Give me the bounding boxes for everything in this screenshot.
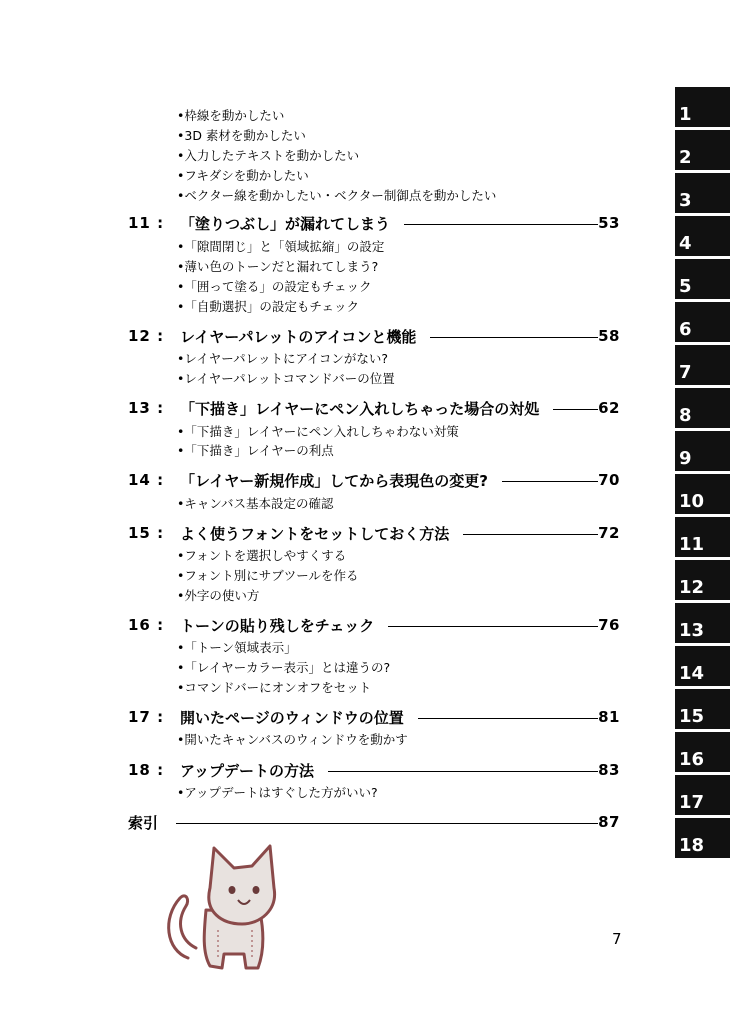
section-page: 87 bbox=[598, 813, 620, 831]
chapter-tab-7[interactable]: 7 bbox=[675, 345, 730, 385]
chapter-tab-12[interactable]: 12 bbox=[675, 560, 730, 600]
toc-bullet: •フォント別にサブツールを作る bbox=[177, 568, 359, 583]
section-title: レイヤーパレットのアイコンと機能 bbox=[180, 327, 417, 346]
toc-bullet: •フォントを選択しやすくする bbox=[177, 548, 347, 563]
page-number: 7 bbox=[612, 930, 622, 948]
chapter-tab-15[interactable]: 15 bbox=[675, 689, 730, 729]
section-title: 索引 bbox=[128, 813, 159, 832]
section-title: 「下描き」レイヤーにペン入れしちゃった場合の対処 bbox=[180, 399, 540, 418]
toc-bullet: •「下描き」レイヤーにペン入れしちゃわない対策 bbox=[177, 424, 459, 439]
section-number: 17 : bbox=[128, 708, 165, 726]
chapter-tab-8[interactable]: 8 bbox=[675, 388, 730, 428]
chapter-tab-2[interactable]: 2 bbox=[675, 130, 730, 170]
section-page: 83 bbox=[598, 761, 620, 779]
toc-heading-14[interactable] bbox=[128, 469, 620, 491]
section-title: アップデートの方法 bbox=[180, 761, 314, 780]
section-number: 18 : bbox=[128, 761, 165, 779]
chapter-tab-10[interactable]: 10 bbox=[675, 474, 730, 514]
leader-line bbox=[463, 534, 598, 535]
leader-line bbox=[388, 626, 598, 627]
toc-heading-17[interactable] bbox=[128, 706, 620, 728]
section-title: よく使うフォントをセットしておく方法 bbox=[180, 524, 450, 543]
chapter-tab-5[interactable]: 5 bbox=[675, 259, 730, 299]
chapter-tab-18[interactable]: 18 bbox=[675, 818, 730, 858]
toc-bullet: •「レイヤーカラー表示」とは違うの? bbox=[177, 660, 391, 675]
leader-line bbox=[404, 224, 598, 225]
section-number: 14 : bbox=[128, 471, 165, 489]
leader-line bbox=[502, 481, 598, 482]
toc-bullet: •キャンバス基本設定の確認 bbox=[177, 496, 334, 511]
section-number: 16 : bbox=[128, 616, 165, 634]
cat-illustration-icon bbox=[160, 840, 320, 984]
toc-heading-16[interactable] bbox=[128, 614, 620, 636]
toc-bullet: •「自動選択」の設定もチェック bbox=[177, 299, 359, 314]
toc-heading-13[interactable] bbox=[128, 397, 620, 419]
section-number: 12 : bbox=[128, 327, 165, 345]
toc-bullet: •アップデートはすぐした方がいい? bbox=[177, 785, 378, 800]
section-title: 「塗りつぶし」が漏れてしまう bbox=[180, 214, 391, 233]
chapter-tab-17[interactable]: 17 bbox=[675, 775, 730, 815]
chapter-tab-9[interactable]: 9 bbox=[675, 431, 730, 471]
section-number: 11 : bbox=[128, 214, 165, 232]
toc-bullet: •「隙間閉じ」と「領域拡縮」の設定 bbox=[177, 239, 385, 254]
toc-bullet: •「下描き」レイヤーの利点 bbox=[177, 443, 334, 458]
chapter-tab-11[interactable]: 11 bbox=[675, 517, 730, 557]
toc-bullet: •開いたキャンバスのウィンドウを動かす bbox=[177, 732, 408, 747]
section-page: 53 bbox=[598, 214, 620, 232]
toc-heading-12[interactable] bbox=[128, 325, 620, 347]
section-page: 76 bbox=[598, 616, 620, 634]
toc-bullet: •レイヤーパレットにアイコンがない? bbox=[177, 351, 389, 366]
toc-heading-index[interactable] bbox=[128, 811, 620, 833]
section-number: 13 : bbox=[128, 399, 165, 417]
chapter-tab-16[interactable]: 16 bbox=[675, 732, 730, 772]
leader-line bbox=[328, 771, 598, 772]
chapter-tab-6[interactable]: 6 bbox=[675, 302, 730, 342]
section-page: 62 bbox=[598, 399, 620, 417]
toc-bullet: •薄い色のトーンだと漏れてしまう? bbox=[177, 259, 379, 274]
toc-bullet: •外字の使い方 bbox=[177, 588, 260, 603]
section-page: 81 bbox=[598, 708, 620, 726]
leader-line bbox=[176, 823, 598, 824]
chapter-tab-4[interactable]: 4 bbox=[675, 216, 730, 256]
toc-heading-15[interactable] bbox=[128, 522, 620, 544]
section-title: トーンの貼り残しをチェック bbox=[180, 616, 375, 635]
toc-bullet: •「囲って塗る」の設定もチェック bbox=[177, 279, 372, 294]
toc-heading-11[interactable] bbox=[128, 212, 620, 234]
toc-bullet: •入力したテキストを動かしたい bbox=[177, 148, 360, 163]
toc-bullet: •コマンドバーにオンオフをセット bbox=[177, 680, 372, 695]
section-title: 「レイヤー新規作成」してから表現色の変更? bbox=[180, 471, 488, 490]
toc-bullet: •フキダシを動かしたい bbox=[177, 168, 309, 183]
leader-line bbox=[418, 718, 598, 719]
toc-bullet: •枠線を動かしたい bbox=[177, 108, 285, 123]
chapter-tab-14[interactable]: 14 bbox=[675, 646, 730, 686]
toc-heading-18[interactable] bbox=[128, 759, 620, 781]
chapter-tab-3[interactable]: 3 bbox=[675, 173, 730, 213]
toc-bullet: •ベクター線を動かしたい・ベクター制御点を動かしたい bbox=[177, 188, 497, 203]
section-page: 58 bbox=[598, 327, 620, 345]
toc-bullet: •「トーン領域表示」 bbox=[177, 640, 297, 655]
section-number: 15 : bbox=[128, 524, 165, 542]
leader-line bbox=[430, 337, 598, 338]
leader-line bbox=[553, 409, 598, 410]
chapter-tab-1[interactable]: 1 bbox=[675, 87, 730, 127]
toc-bullet: •レイヤーパレットコマンドバーの位置 bbox=[177, 371, 395, 386]
section-page: 70 bbox=[598, 471, 620, 489]
toc-bullet: •3D 素材を動かしたい bbox=[177, 128, 306, 143]
section-page: 72 bbox=[598, 524, 620, 542]
section-title: 開いたページのウィンドウの位置 bbox=[180, 708, 404, 727]
chapter-tab-13[interactable]: 13 bbox=[675, 603, 730, 643]
